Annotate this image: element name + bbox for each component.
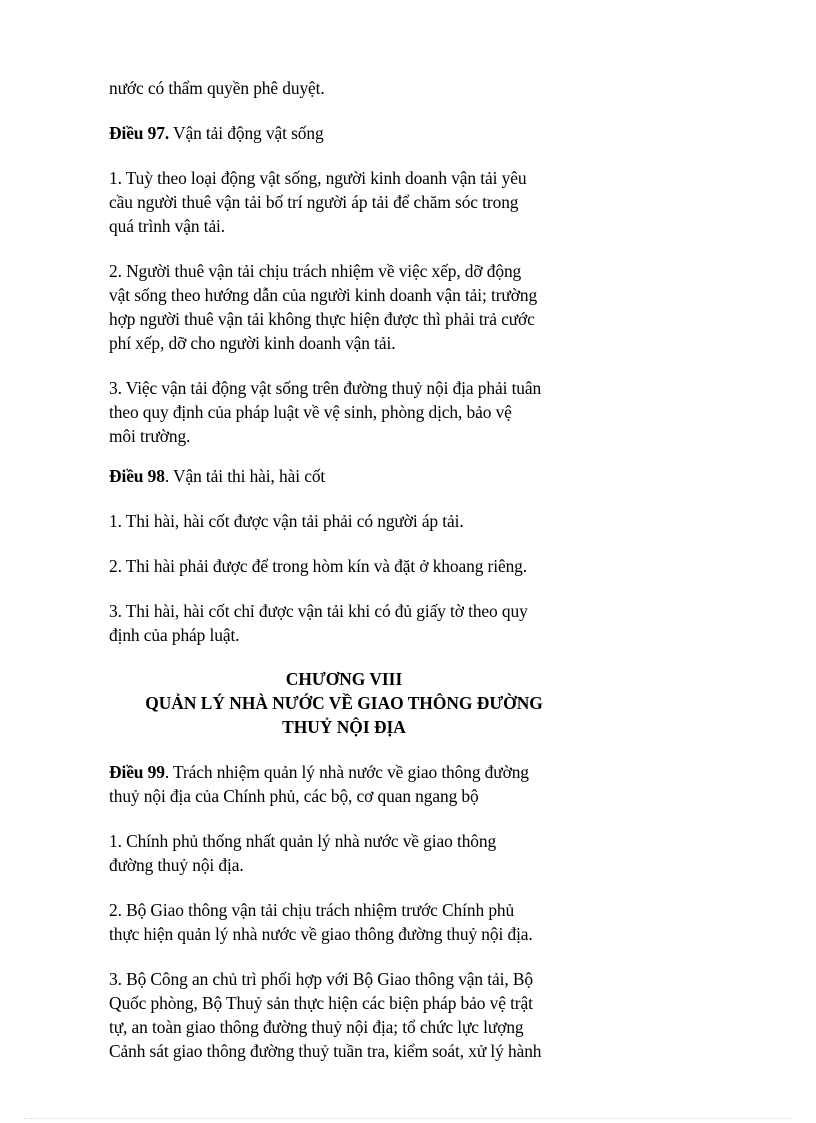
chapter-number: CHƯƠNG VIII [285,669,403,689]
article-99-clause-3 [109,967,609,1063]
text-line: Cảnh sát giao thông đường thuỷ tuần tra, kiểm soát, xử lý hành [109,1041,542,1061]
article-98-clause-1 [109,509,609,533]
article-99-clause-1 [109,829,609,877]
text-line: quá trình vận tải. [109,216,226,236]
text-line: hợp người thuê vận tải không thực hiện được thì phải trả cước [109,309,535,329]
text-line: theo quy định của pháp luật về vệ sinh, phòng dịch, bảo vệ [109,402,512,422]
text-line: thực hiện quản lý nhà nước về giao thông đường thuỷ nội địa. [109,924,533,944]
text-line: định của pháp luật. [109,625,240,645]
text-line: 3. Thi hài, hài cốt chỉ được vận tải khi có đủ giấy tờ theo quy [109,601,528,621]
article-98-clause-2 [109,554,609,578]
article-99-title-cont: thuỷ nội địa của Chính phủ, các bộ, cơ quan ngang bộ [109,786,479,806]
text-line: 1. Thi hài, hài cốt được vận tải phải có người áp tải. [109,511,464,531]
chapter-title-line: QUẢN LÝ NHÀ NƯỚC VỀ GIAO THÔNG ĐƯỜNG [145,693,543,713]
chapter-heading [109,667,579,739]
text-line: 2. Người thuê vận tải chịu trách nhiệm về việc xếp, dỡ động [109,261,522,281]
article-97-clause-2 [109,259,609,355]
article-97-label: Điều 97. [109,123,170,143]
text-line: 1. Tuỳ theo loại động vật sống, người kinh doanh vận tải yêu [109,168,527,188]
article-97-heading [109,121,609,145]
text-line: vật sống theo hướng dẫn của người kinh doanh vận tải; trường [109,285,538,305]
page-bottom-border [24,1118,792,1119]
article-98-heading [109,464,609,488]
text-line: 2. Thi hài phải được để trong hòm kín và đặt ở khoang riêng. [109,556,528,576]
text-line: 3. Việc vận tải động vật sống trên đường thuỷ nội địa phải tuân [109,378,542,398]
chapter-title-line: THUỶ NỘI ĐỊA [282,717,406,737]
article-98-clause-3 [109,599,609,647]
article-99-heading [109,760,609,808]
article-97-clause-1 [109,166,609,238]
article-97-title: Vận tải động vật sống [169,123,324,143]
text-line: tự, an toàn giao thông đường thuỷ nội địa; tổ chức lực lượng [109,1017,524,1037]
article-99-clause-2 [109,898,609,946]
text-line: cầu người thuê vận tải bố trí người áp tải để chăm sóc trong [109,192,519,212]
text-line: 2. Bộ Giao thông vận tải chịu trách nhiệm trước Chính phủ [109,900,515,920]
article-98-label: Điều 98 [109,466,165,486]
document-page [109,76,609,1063]
text-line: đường thuỷ nội địa. [109,855,244,875]
paragraph-continuation [109,76,609,100]
article-99-title: . Trách nhiệm quản lý nhà nước về giao thông đường [164,762,529,782]
text-line: phí xếp, dỡ cho người kinh doanh vận tải. [109,333,396,353]
article-99-label: Điều 99 [109,762,165,782]
text-line: 3. Bộ Công an chủ trì phối hợp với Bộ Giao thông vận tải, Bộ [109,969,533,989]
text-line: môi trường. [109,426,191,446]
article-97-clause-3 [109,376,609,448]
text-line: Quốc phòng, Bộ Thuỷ sản thực hiện các biện pháp bảo vệ trật [109,993,533,1013]
text-line: 1. Chính phủ thống nhất quản lý nhà nước về giao thông [109,831,497,851]
text-line: nước có thẩm quyền phê duyệt. [109,78,325,98]
article-98-title: . Vận tải thi hài, hài cốt [164,466,326,486]
